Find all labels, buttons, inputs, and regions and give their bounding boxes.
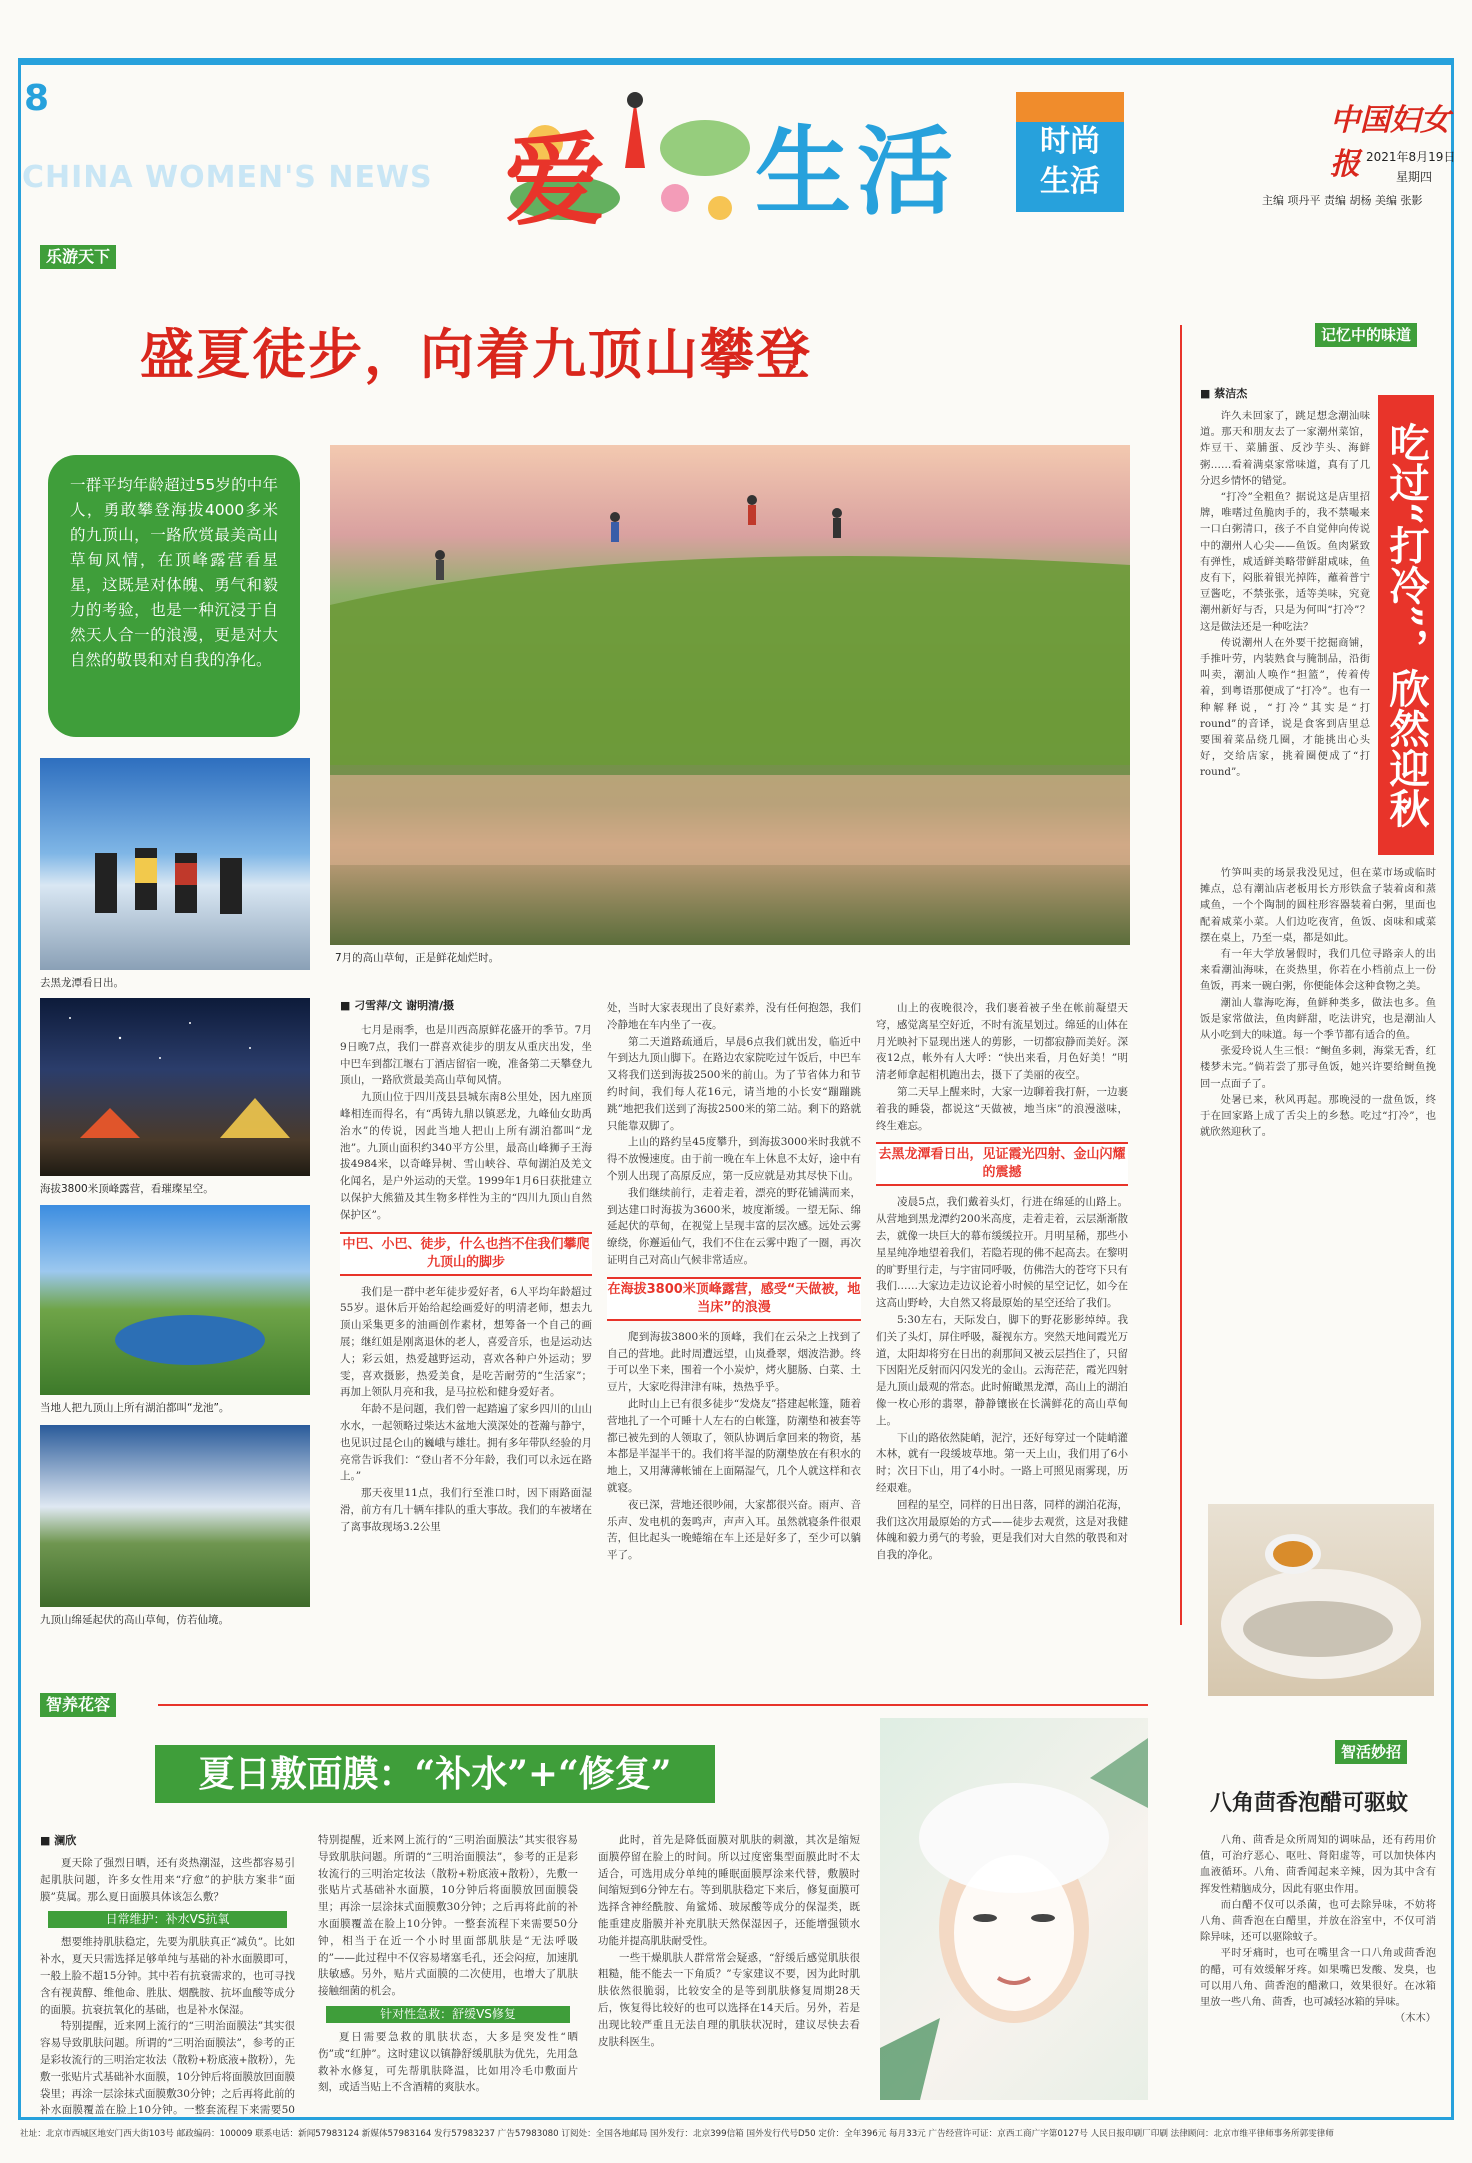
beauty-col1	[40, 1855, 295, 2120]
beauty-p3: 夏日需要急救的肌肤状态，大多是突发性“晒伤”或“红肿”。这时建议以镇静舒缓肌肤为优先，先用急救补水修复，可先帮肌肤降温，比如用冷毛巾敷面片刻，或适当贴上不含酒精的爽肤水。	[318, 2030, 578, 2094]
beauty-intro: 夏天除了强烈日晒，还有炎热潮湿，这些都容易引起肌肤问题，许多女性用来“疗愈”的护肤方案非“面膜”莫属。那么夏日面膜具体该怎么敷？	[40, 1857, 295, 1903]
tips-body	[1200, 1832, 1436, 2102]
tips-p1: 八角、茴香是众所周知的调味品，还有药用价值，可治疗恶心、呕吐、肾阳虚等，可以加快体内血液循环。八角、茴香闻起来辛辣，因为其中含有挥发性精脑成分，因此有驱虫作用。	[1200, 1834, 1436, 1895]
travel-col3-p1: 山上的夜晚很冷，我们裹着被子坐在帐前凝望天穹，感觉离星空好近，不时有流星划过。绵延的山体在月光映衬下显现出迷人的剪影，一切都寂静而美好。深夜12点，帐外有人大呼：“快出来看，月色好美！”明清老师拿起相机跑出去，摄下了美丽的夜空。	[876, 1002, 1128, 1082]
tips-headline: 八角茴香泡醋可驱蚊	[1210, 1790, 1409, 1816]
column-tag-beauty: 智养花容	[40, 1693, 116, 1717]
beauty-p1: 想要维持肌肤稳定，先要为肌肤真正“减负”。比如补水，夏天只需选择足够单纯与基础的补水面膜即可，一般上脸不超15分钟。其中若有抗衰需求的，也可寻找含有视黄醇、维他命、胜肽、烟酰胺、抗坏血酸等成分的面膜。抗衰抗氧化的基础，也是补水保湿。	[40, 1936, 295, 2016]
memory-p2: “打冷”全粗鱼？据说这是店里招牌，唯嗜过鱼脆肉手的，我不禁嘬来一口白粥清口，孩子不自觉伸向传说中的潮州人心尖——鱼饭。鱼肉紧致有弹性，咸适鲜美略带鲜甜咸味，鱼皮有下，闷胀着银光掉阵，蘸着普宁豆酱吃，不禁张张，适等美味，究竟潮州新好与否，只是为何叫“打冷”？这是做法还是一种吃法？	[1200, 491, 1370, 633]
beauty-subhead-2: 针对性急救：舒缓VS修复	[326, 2006, 570, 2023]
main-photo-caption: 7月的高山草甸，正是鲜花灿烂时。	[335, 952, 500, 964]
beauty-subhead-1: 日常维护：补水VS抗氧	[48, 1911, 287, 1928]
travel-col3b-p1: 凌晨5点，我们戴着头灯，行进在绵延的山路上。从营地到黑龙潭约200米高度，走着走着，云层渐渐散去，就像一块巨大的幕布缓缓拉开。月明星稀，那些小星星纯净地望着我们，若隐若现的佛不起高去。在黎明的旷野里行走，与宇宙同呼吸，仿佛浩大的苍穹下只有我们……大家边走边议论着小时候的星空记忆，如今在这高山野岭，大自然又将最原始的星空还给了我们。	[876, 1196, 1128, 1310]
travel-col2b-p1: 爬到海拔3800米的顶峰，我们在云朵之上找到了自己的营地。此时周遭远望，山岚叠翠，烟波浩渺。终于可以坐下来，围着一个小炭炉，烤火腿肠、白菜、土豆片，大家吃得津津有味，热热乎乎。	[607, 1330, 861, 1394]
travel-col2-p1: 处，当时大家表现出了良好素养，没有任何抱怨，我们冷静地在车内坐了一夜。	[607, 1002, 861, 1031]
memory-p7: 张爱玲说人生三恨：“鲥鱼多刺，海棠无香，红楼梦未完。”倘若尝了那寻鱼饭，她兴许要给鲥鱼挽回一点面子了。	[1200, 1045, 1436, 1090]
photo-fish-dish	[1208, 1504, 1434, 1696]
photo-caption-2: 海拔3800米顶峰露营，看璀璨星空。	[40, 1183, 214, 1195]
column-tag-tips: 智活妙招	[1335, 1740, 1407, 1764]
travel-col2-p2: 第二天道路疏通后，早晨6点我们就出发，临近中午到达九顶山脚下。在路边农家院吃过午饭后，中巴车又将我们送到海拔2500米的前山。为了节省体力和节约时间，我们每人花16元，请当地的小长安“蹦蹦跳跳”地把我们送到了海拔2500米的第二站。剩下的路就只能靠双脚了。	[607, 1035, 861, 1132]
photo-meadow-clouds	[40, 1425, 310, 1607]
photo-camp-stars	[40, 998, 310, 1176]
photo-caption-4: 九顶山绵延起伏的高山草甸，仿若仙境。	[40, 1614, 229, 1626]
travel-col1b-p3: 那天夜里11点，我们行至淮口时，因下雨路面湿滑，前方有几十辆车排队的重大事故。我们的车被堵在了离事故现场3.2公里	[340, 1487, 592, 1533]
memory-p5: 有一年大学放暑假时，我们几位寻路亲人的出来看潮汕海味，在炎热里，你若在小档前点上一份鱼饭，再来一碗白粥，你便能体会这种食物之美。	[1200, 948, 1436, 993]
tab-line1: 时尚	[1040, 124, 1100, 159]
footer-imprint: 社址：北京市西城区地安门西大街103号 邮政编码：100009 联系电话：新闻57983124 新媒体57983164 发行57983237 广告57983080 订阅处：全国各地邮局 国外发行：北京399信箱 国外发行代号D50 定价：全年396元 每月33元 广告经营许可证：京西工商广字第0127号 人民日报印刷厂印刷 法律顾问：北京市维平律师事务所郭雯律师	[20, 2129, 1334, 2139]
memory-p8: 处暑已来，秋风再起。那晚浸的一盘鱼饭，终于在回家路上成了舌尖上的乡愁。吃过“打冷”，也就欣然迎秋了。	[1200, 1093, 1436, 1139]
memory-p1: 许久未回家了，跳足想念潮汕味道。那天和朋友去了一家潮州菜馆，炸豆干、菜脯蛋、反沙芋头、海鲜粥……看着满桌家常味道，真有了几分迟乡情怀的错觉。	[1200, 410, 1370, 487]
newspaper-logo: 中国妇女报	[1330, 103, 1450, 182]
beauty-headline: 夏日敷面膜：“补水”+“修复”	[198, 1753, 672, 1795]
section-ai: 爱	[505, 121, 605, 239]
photo-facemask-woman	[880, 1718, 1148, 2100]
beauty-col2	[318, 1832, 578, 2120]
travel-col1b-p1: 我们是一群中老年徒步爱好者，6人平均年龄超过55岁。退休后开始给起绘画爱好的明清老师，想去九顶山采集更多的油画创作素材，想筹备一个自己的画展；继红姐是刚离退休的老人，喜爱音乐，也是运动达人；彩云姐，热爱越野运动，喜欢各种户外运动；罗雯，喜欢摄影，热爱美食，是吃苦耐劳的“生活家”；再加上领队月亮和我，是马拉松和健身爱好者。	[340, 1285, 592, 1399]
english-name: CHINA WOMEN'S NEWS	[22, 160, 433, 195]
travel-col3b-p2: 5:30左右，天际发白，脚下的野花影影绰绰。我们关了头灯，屏住呼吸，凝视东方。突然天地间霞光万道，太阳却将穷在日出的刹那间又被云层挡住了，只留下因阳光反射而闪闪发光的金山。云海茫茫，霞光四射是九顶山最观的常态。此时俯瞰黑龙潭，高山上的湖泊像一枚心形的翡翠，静静镶嵌在长满鲜花的高山草甸上。	[876, 1313, 1128, 1427]
travel-col3b-p4: 回程的星空，同样的日出日落，同样的湖泊花海，我们这次用最原始的方式——徒步去观赏，这是对我健体魄和毅力勇气的考验，更是我们对大自然的敬畏和对自我的净化。	[876, 1498, 1128, 1562]
right-column-divider	[1180, 325, 1182, 1625]
page-number: 8	[24, 78, 50, 119]
top-bar	[18, 58, 1454, 64]
beauty-p2: 特别提醒，近来网上流行的“三明治面膜法”其实很容易导致肌肤问题。所谓的“三明治面膜法”，参考的正是彩妆流行的三明治定妆法（散粉+粉底液+散粉），先敷一张贴片式基础补水面膜，10分钟后将面膜放回面膜袋里；再涂一层涂抹式面膜敷30分钟；之后再将此前的补水面膜覆盖在脸上10分钟。一整套流程下来需要50分钟，相当于在近一个小时里面部肌肤是“无法呼吸的”——此过程中不仅容易堵塞毛孔，还会闷痘，加速肌肤敏感。另外，贴片式面膜的二次使用，也增大了肌肤接触细菌的机会。	[318, 1834, 578, 1998]
memory-body-top	[1200, 408, 1370, 863]
memory-p4: 竹笋叫卖的场景我没见过，但在菜市场或临时摊点，总有潮汕店老板用长方形铁盒子装着卤和蒸咸鱼，一个个陶制的圆柱形容器装着白粥，里面也配着咸菜小菜。人们边吃夜宵，鱼饭、卤味和咸菜摆在桌上，乃至一桌，都是如此。	[1200, 867, 1436, 944]
travel-col2b-p3: 夜已深，营地还很吵闹，大家都很兴奋。雨声、音乐声、发电机的轰鸣声，声声入耳。虽然就寝条件很艰苦，但比起头一晚蜷缩在车上还是好多了，至少可以躺平了。	[607, 1498, 861, 1562]
travel-subhead-3: 去黑龙潭看日出，见证霞光四射、金山闪耀的震撼	[876, 1142, 1128, 1186]
travel-subhead-2: 在海拔3800米顶峰露营，感受“天做被，地当床”的浪漫	[607, 1277, 861, 1321]
beauty-author: ■ 澜欣	[40, 1834, 77, 1847]
memory-author: ■ 蔡洁杰	[1200, 387, 1248, 400]
photo-caption-1: 去黑龙潭看日出。	[40, 977, 124, 989]
beauty-p4: 此时，首先是降低面膜对肌肤的刺激，其次是缩短面膜停留在脸上的时间。所以过度密集型面膜此时不太适合，可选用成分单纯的睡眠面膜厚涂来代替，敷膜时间缩短到6分钟左右。等到肌肤稳定下来后，修复面膜可选择含神经酰胺、角鲨烯、玻尿酸等成分的保湿类，既能重建皮脂膜并补充肌肤天然保湿因子，还能增强锁水功能并提高肌肤耐受性。	[598, 1834, 860, 1947]
travel-subhead-1: 中巴、小巴、徒步，什么也挡不住我们攀爬九顶山的脚步	[340, 1232, 592, 1276]
photo-sunrise-hikers	[40, 758, 310, 970]
travel-col1-p2: 九顶山位于四川茂县县城东南8公里处，因九座顶峰相连而得名，有“禹铸九鼎以镇恶龙，九峰仙女助禹治水”的传说，因此当地人把山上所有湖泊都叫“龙池”。九顶山面积约340平方公里，最高山峰狮子王海拔4984米，以奇峰异树、雪山峡谷、草甸湖泊及羌文化闻名，是户外运动的天堂。1999年1月6日获批建立以保护大熊猫及其生物多样性为主的“四川九顶山自然保护区”。	[340, 1091, 592, 1221]
tips-p3: 平时牙痛时，也可在嘴里含一口八角或茴香泡的醋，可有效缓解牙疼。如果嘴巴发酸、发臭，也可以用八角、茴香泡的醋漱口，效果很好。在冰箱里放一些八角、茴香，也可减轻冰箱的异味。	[1200, 1947, 1436, 2009]
memory-headline: 吃过“打冷”，欣然迎秋	[1383, 421, 1430, 828]
travel-col3-p2: 第二天早上醒来时，大家一边聊着我打鼾，一边裹着我的睡袋，都说这“天做被，地当床”的浪漫滋味，终生难忘。	[876, 1085, 1128, 1132]
beauty-tag-rule	[158, 1704, 1148, 1706]
travel-col2b-p2: 此时山上已有很多徒步“发烧友”搭建起帐篷，随着营地扎了一个可睡十人左右的白帐篷，防潮垫和被套等都已被先到的人领取了，领队协调后拿回来的物资，基本都是半湿半干的。我们将半湿的防潮垫放在有积水的地上，又用薄薄帐铺在上面隔湿气，几个人就这样和衣就寝。	[607, 1397, 861, 1494]
memory-headline-box	[1378, 395, 1434, 855]
memory-p6: 潮汕人靠海吃海，鱼鲜种类多，做法也多。鱼饭是家常做法，鱼肉鲜甜，吃法讲究，也是潮汕人从小吃到大的味道。每一个季节都有适合的鱼。	[1200, 996, 1436, 1042]
travel-headline: 盛夏徒步，向着九顶山攀登	[140, 322, 812, 386]
section-life: 生活	[755, 116, 959, 228]
memory-body-bottom	[1200, 865, 1436, 1490]
tips-author: （木木）	[1394, 2012, 1436, 2025]
beauty-p5: 一些干燥肌肤人群常常会疑惑，“舒缓后感觉肌肤很粗糙，能不能去一下角质？”专家建议不要，因为此时肌肤依然很脆弱，比较安全的是等到肌肤修复周期28天后，恢复得比较好的也可以选择在14天后。另外，若是出现比较严重且无法自理的肌肤状况时，建议尽快去看皮肤科医生。	[598, 1951, 860, 2048]
issue-weekday: 星期四	[1396, 170, 1433, 184]
beauty-p2a: 特别提醒，近来网上流行的“三明治面膜法”其实很容易导致肌肤问题。所谓的“三明治面膜法”，参考的正是彩妆流行的三明治定妆法（散粉+粉底液+散粉），先敷一张贴片式基础补水面膜，10分钟后将面膜放回面膜袋里；再涂一层涂抹式面膜敷30分钟；之后再将此前的补水面膜覆盖在脸上10分钟。一整套流程下来需要50	[40, 2020, 295, 2117]
travel-col2-p3: 上山的路约呈45度攀升，到海拔3000米时我就不得不放慢速度。由于前一晚在车上休息不太好，途中有个别人出现了高原反应，第一反应就是劝其尽快下山。	[607, 1136, 861, 1182]
main-photo-meadow	[330, 445, 1130, 945]
issue-date: 2021年8月19日	[1366, 150, 1456, 164]
column-tag-travel: 乐游天下	[40, 245, 116, 269]
travel-byline: ■ 刁雪萍/文 谢明清/摄	[340, 999, 455, 1012]
staff-line: 主编 项丹平 责编 胡杨 美编 张影	[1262, 194, 1423, 207]
beauty-headline-box	[155, 1745, 715, 1803]
tips-p2: 而白醋不仅可以杀菌，也可去除异味，不妨将八角、茴香泡在白醋里，并放在浴室中，不仅可消除异味，还可以驱除蚊子。	[1200, 1898, 1436, 1944]
travel-col1b-p2: 年龄不是问题，我们曾一起踏遍了家乡四川的山山水水，一起领略过柴达木盆地大漠深处的苍瀚与静宁，也见识过昆仑山的巍峨与雄壮。拥有多年带队经验的月亮常告诉我们：“登山者不分年龄，我们可以永远在路上。”	[340, 1403, 592, 1483]
travel-col1	[340, 1022, 592, 1622]
memory-p3: 传说潮州人在外要干挖掘商铺，手推叶劳，内装熟食与腌制品，沿街叫卖，潮汕人唤作“担篮”，传着传着，到粤语那便成了“打冷”。也有一种解释说，“打冷”其实是“打round”的音译，说是食客到店里总要围着菜品绕几圈，才能挑出心头好，交给店家，挑着圈便成了“打round”。	[1200, 636, 1370, 779]
photo-caption-3: 当地人把九顶山上所有湖泊都叫“龙池”。	[40, 1402, 230, 1414]
column-tag-memory: 记忆中的味道	[1315, 323, 1417, 347]
travel-col1-p1: 七月是雨季，也是川西高原鲜花盛开的季节。7月9日晚7点，我们一群喜欢徒步的朋友从重庆出发，坐中巴车到都江堰右丁酒店留宿一晚，准备第二天攀登九顶山，一路欣赏最美高山草甸风情。	[340, 1024, 592, 1087]
travel-col3b-p3: 下山的路依然陡峭，泥泞，还好每穿过一个陡峭灌木林，就有一段缓坡草地。第一天上山，我们用了6小时；次日下山，用了4小时。一路上可照见雨雾现，历经艰难。	[876, 1431, 1128, 1494]
travel-col2-p4: 我们继续前行，走着走着，漂亮的野花铺满而来，到达建口时海拔为3600米，坡度渐缓。一望无际、绵延起伏的草甸，在视觉上呈现丰富的层次感。远处云雾缭绕，你邂逅仙气，我们不住在云雾中跑了一圈，再次证明自己对高山气候非常适应。	[607, 1186, 861, 1266]
travel-col3	[876, 1000, 1128, 1622]
photo-lake-longchi	[40, 1205, 310, 1395]
tab-line2: 生活	[1040, 164, 1100, 199]
beauty-col3	[598, 1832, 860, 2120]
travel-lead-text: 一群平均年龄超过55岁的中年人，勇敢攀登海拔4000多米的九顶山，一路欣赏最美高山草甸风情，在顶峰露营看星星，这既是对体魄、勇气和毅力的考验，也是一种沉浸于自然天人合一的浪漫，更是对大自然的敬畏和对自我的净化。	[70, 476, 278, 669]
travel-col2	[607, 1000, 861, 1622]
travel-lead	[48, 455, 300, 737]
section-tab	[1016, 92, 1124, 212]
